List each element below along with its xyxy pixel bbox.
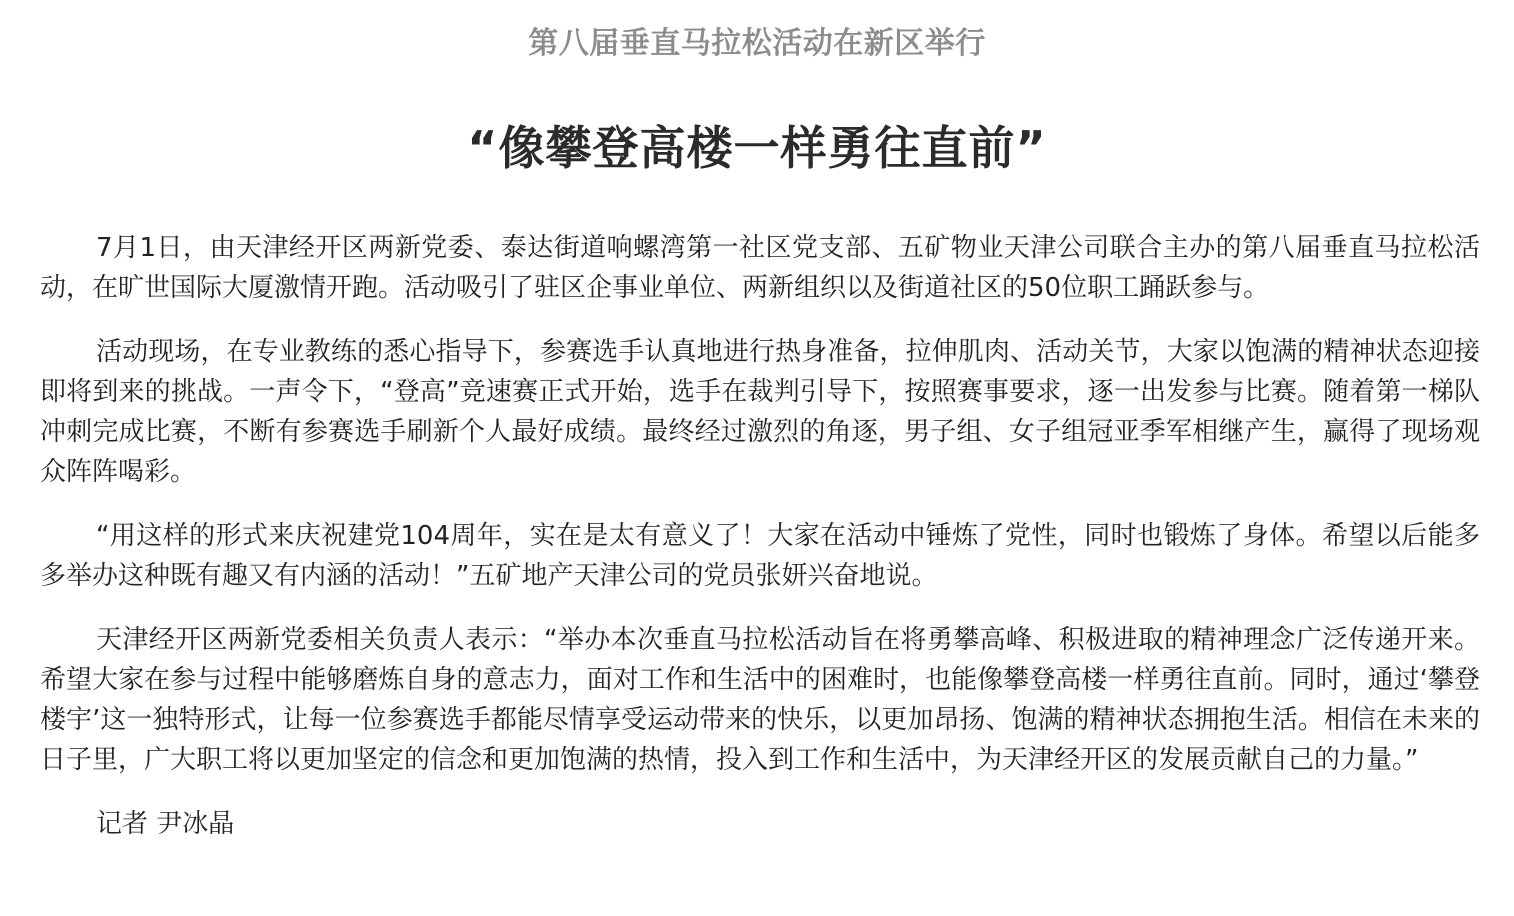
article-paragraph-4: 天津经开区两新党委相关负责人表示：“举办本次垂直马拉松活动旨在将勇攀高峰、积极进取的精神理念广泛传递开来。希望大家在参与过程中能够磨炼自身的意志力，面对工作和生活中的困难时，也能像攀登高楼一样勇往直前。同时，通过‘攀登楼宇’这一独特形式，让每一位参赛选手都能尽情享受运动带来的快乐，以更加昂扬、饱满的精神状态拥抱生活。相信在未来的日子里，广大职工将以更加坚定的信念和更加饱满的热情，投入到工作和生活中，为天津经开区的发展贡献自己的力量。” xyxy=(40,625,1480,775)
article-paragraph-2: 活动现场，在专业教练的悉心指导下，参赛选手认真地进行热身准备，拉伸肌肉、活动关节，大家以饱满的精神状态迎接即将到来的挑战。一声令下，“登高”竞速赛正式开始，选手在裁判引导下，按照赛事要求，逐一出发参与比赛。随着第一梯队冲刺完成比赛，不断有参赛选手刷新个人最好成绩。最终经过激烈的角逐，男子组、女子组冠亚季军相继产生，赢得了现场观众阵阵喝彩。 xyxy=(40,337,1480,487)
article-subtitle: 第八届垂直马拉松活动在新区举行 xyxy=(528,26,986,61)
article-byline: 记者 尹冰晶 xyxy=(96,809,235,839)
article-paragraph-1: 7月1日，由天津经开区两新党委、泰达街道响螺湾第一社区党支部、五矿物业天津公司联合主办的第八届垂直马拉松活动，在旷世国际大厦激情开跑。活动吸引了驻区企事业单位、两新组织以及街道社区的50位职工踊跃参与。 xyxy=(40,233,1480,303)
article-body xyxy=(40,228,1480,844)
article-paragraph-3: “用这样的形式来庆祝建党104周年，实在是太有意义了！大家在活动中锤炼了党性，同时也锻炼了身体。希望以后能多多举办这种既有趣又有内涵的活动！”五矿地产天津公司的党员张妍兴奋地说。 xyxy=(40,521,1480,591)
article-headline: “像攀登高楼一样勇往直前” xyxy=(467,121,1047,175)
